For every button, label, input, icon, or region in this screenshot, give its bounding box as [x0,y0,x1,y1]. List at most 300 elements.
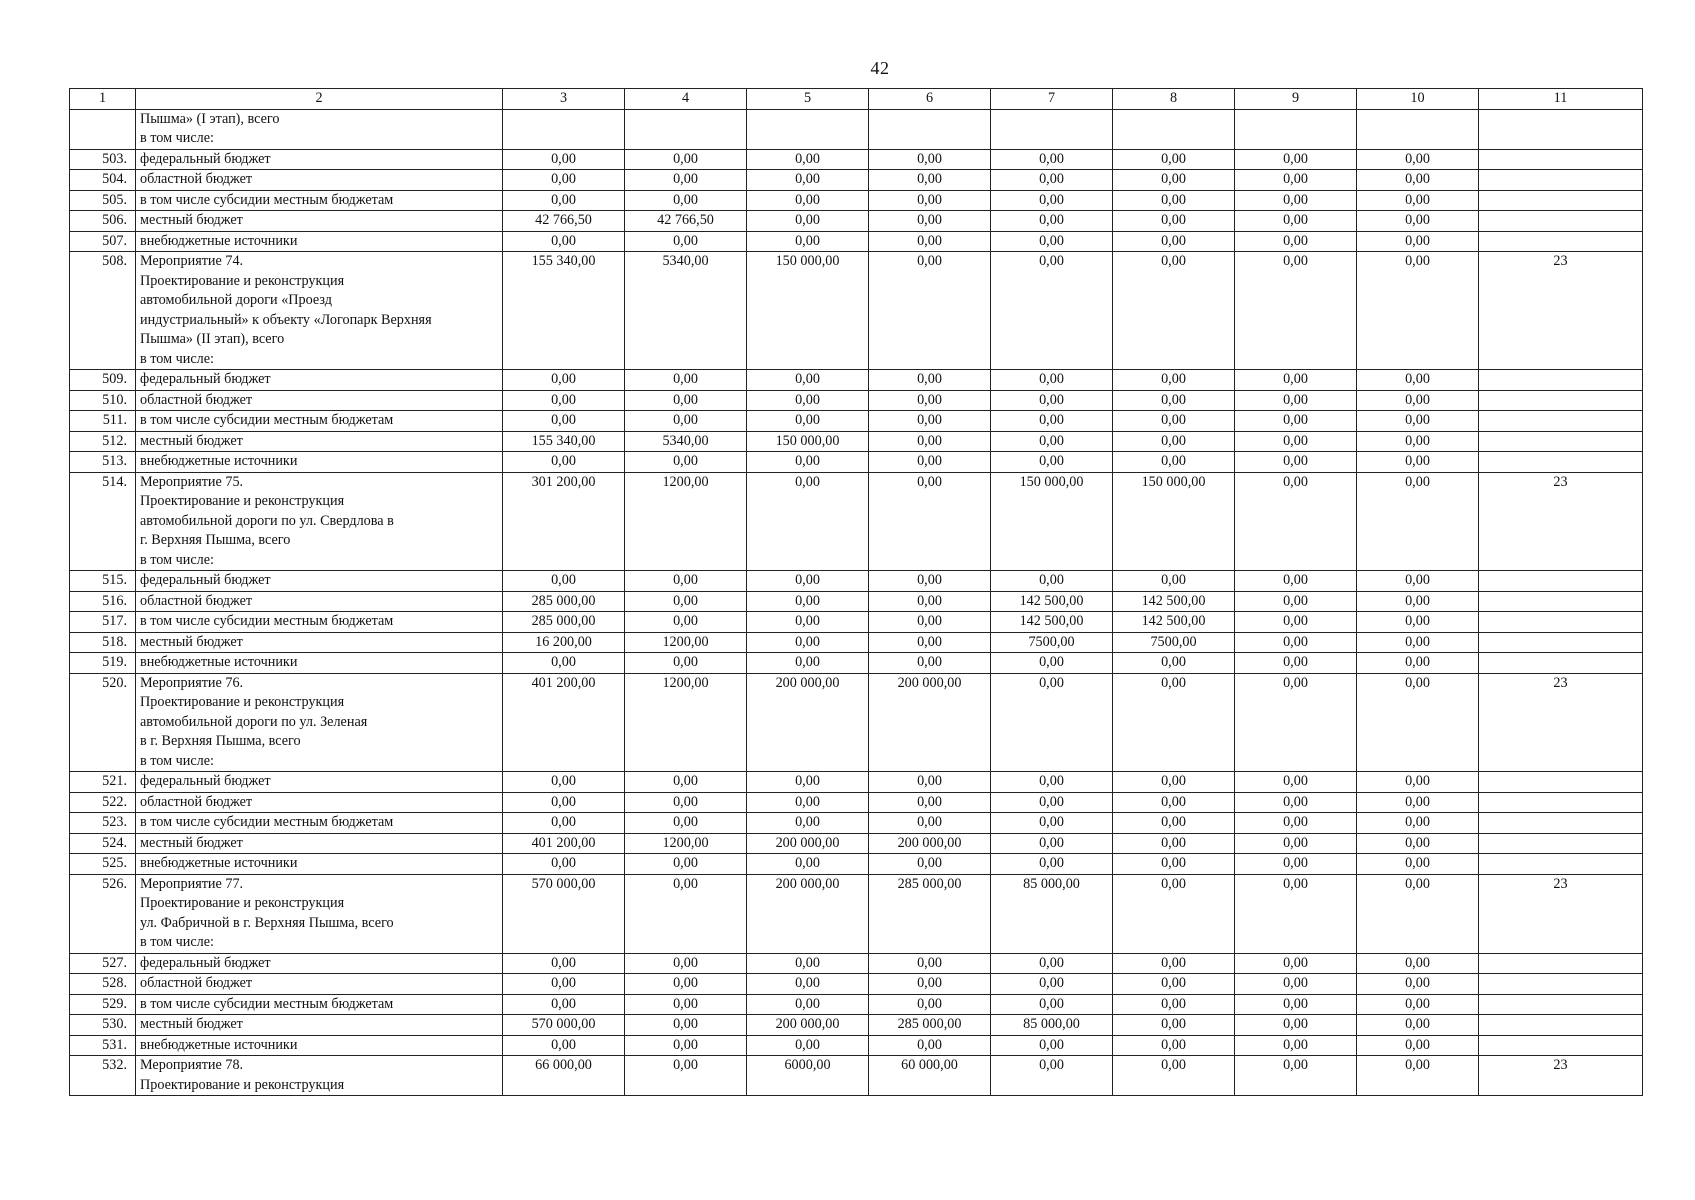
value-cell: 0,00 [869,252,991,370]
row-label: Мероприятие 75. Проектирование и реконструкция автомобильной дороги по ул. Свердлова в г. Верхняя Пышма, всего в том числе: [136,472,503,571]
value-cell: 0,00 [625,772,747,793]
table-row [70,411,1643,432]
value-cell: 0,00 [991,571,1113,592]
row-label: внебюджетные источники [136,1035,503,1056]
value-cell: 0,00 [1357,390,1479,411]
value-cell: 1200,00 [625,833,747,854]
value-cell: 0,00 [1113,1015,1235,1036]
row-number: 529. [70,994,136,1015]
row-label: местный бюджет [136,632,503,653]
target-indicator-cell [1479,190,1643,211]
header-row [70,89,1643,110]
value-cell: 0,00 [1113,1056,1235,1096]
value-cell: 0,00 [991,452,1113,473]
target-indicator-cell [1479,612,1643,633]
target-indicator-cell: 23 [1479,1056,1643,1096]
value-cell: 0,00 [1235,612,1357,633]
value-cell: 0,00 [503,452,625,473]
value-cell: 0,00 [1235,874,1357,953]
target-indicator-cell [1479,390,1643,411]
value-cell: 0,00 [747,612,869,633]
target-indicator-cell [1479,431,1643,452]
value-cell: 0,00 [1113,772,1235,793]
value-cell: 42 766,50 [625,211,747,232]
target-indicator-cell [1479,1015,1643,1036]
table-row [70,1035,1643,1056]
target-indicator-cell [1479,149,1643,170]
value-cell: 0,00 [1113,813,1235,834]
value-cell: 0,00 [1357,673,1479,772]
value-cell: 0,00 [991,653,1113,674]
value-cell: 0,00 [503,653,625,674]
row-label: федеральный бюджет [136,953,503,974]
page-number: 42 [870,58,890,78]
row-number: 516. [70,591,136,612]
row-number: 517. [70,612,136,633]
value-cell: 0,00 [1113,874,1235,953]
target-indicator-cell: 23 [1479,673,1643,772]
value-cell: 1200,00 [625,632,747,653]
value-cell: 285 000,00 [503,591,625,612]
target-indicator-cell [1479,833,1643,854]
row-label: Мероприятие 76. Проектирование и реконструкция автомобильной дороги по ул. Зеленая в г. Верхняя Пышма, всего в том числе: [136,673,503,772]
value-cell: 0,00 [1235,591,1357,612]
value-cell: 5340,00 [625,431,747,452]
value-cell: 0,00 [869,974,991,995]
value-cell: 0,00 [1235,653,1357,674]
value-cell: 0,00 [1357,953,1479,974]
value-cell: 1200,00 [625,472,747,571]
row-number: 532. [70,1056,136,1096]
value-cell: 0,00 [991,1056,1113,1096]
value-cell: 155 340,00 [503,431,625,452]
value-cell: 0,00 [1235,953,1357,974]
table-row [70,390,1643,411]
value-cell: 200 000,00 [747,874,869,953]
table-row [70,953,1643,974]
row-number: 509. [70,370,136,391]
value-cell: 0,00 [991,673,1113,772]
value-cell: 0,00 [1235,390,1357,411]
value-cell: 0,00 [747,813,869,834]
value-cell: 0,00 [747,571,869,592]
value-cell: 0,00 [747,231,869,252]
value-cell: 0,00 [1357,149,1479,170]
value-cell: 285 000,00 [503,612,625,633]
value-cell: 0,00 [991,953,1113,974]
value-cell: 200 000,00 [869,833,991,854]
value-cell: 0,00 [1357,874,1479,953]
value-cell: 0,00 [1235,571,1357,592]
row-number: 521. [70,772,136,793]
table-row [70,792,1643,813]
value-cell: 0,00 [869,571,991,592]
value-cell: 0,00 [1357,431,1479,452]
row-label: в том числе субсидии местным бюджетам [136,994,503,1015]
row-number: 525. [70,854,136,875]
value-cell: 0,00 [1357,190,1479,211]
header-cell: 1 [70,89,136,110]
value-cell: 0,00 [991,813,1113,834]
value-cell: 0,00 [1113,252,1235,370]
value-cell: 0,00 [991,211,1113,232]
row-number: 505. [70,190,136,211]
table-row [70,632,1643,653]
target-indicator-cell [1479,1035,1643,1056]
value-cell: 0,00 [991,833,1113,854]
target-indicator-cell [1479,411,1643,432]
header-cell: 6 [869,89,991,110]
value-cell: 401 200,00 [503,833,625,854]
row-label: Мероприятие 74. Проектирование и реконструкция автомобильной дороги «Проезд индустриальный» к объекту «Логопарк Верхняя Пышма» (II этап), всего в том числе: [136,252,503,370]
row-label: местный бюджет [136,1015,503,1036]
target-indicator-cell [1479,571,1643,592]
value-cell: 60 000,00 [869,1056,991,1096]
value-cell: 0,00 [747,390,869,411]
table-row [70,653,1643,674]
row-label: федеральный бюджет [136,571,503,592]
value-cell: 0,00 [1113,452,1235,473]
row-number: 518. [70,632,136,653]
value-cell: 0,00 [1113,370,1235,391]
value-cell: 0,00 [747,1035,869,1056]
value-cell: 0,00 [869,452,991,473]
value-cell: 0,00 [1235,833,1357,854]
table-row [70,571,1643,592]
row-number: 508. [70,252,136,370]
value-cell: 0,00 [1235,974,1357,995]
table-row [70,149,1643,170]
value-cell: 0,00 [1235,813,1357,834]
value-cell: 7500,00 [1113,632,1235,653]
target-indicator-cell [1479,452,1643,473]
value-cell: 0,00 [625,452,747,473]
value-cell: 0,00 [869,1035,991,1056]
value-cell: 0,00 [869,211,991,232]
value-cell: 0,00 [1235,231,1357,252]
value-cell: 0,00 [747,211,869,232]
value-cell: 150 000,00 [747,252,869,370]
value-cell [869,109,991,149]
table-row [70,252,1643,370]
row-number: 526. [70,874,136,953]
row-label: внебюджетные источники [136,854,503,875]
value-cell: 155 340,00 [503,252,625,370]
value-cell: 0,00 [625,953,747,974]
value-cell: 0,00 [991,390,1113,411]
value-cell: 0,00 [1357,211,1479,232]
row-number [70,109,136,149]
value-cell: 0,00 [625,1056,747,1096]
header-cell: 7 [991,89,1113,110]
value-cell: 0,00 [503,813,625,834]
value-cell: 0,00 [747,772,869,793]
table-row [70,170,1643,191]
value-cell: 200 000,00 [747,833,869,854]
table-row [70,190,1643,211]
value-cell: 0,00 [869,953,991,974]
value-cell: 0,00 [747,190,869,211]
value-cell: 142 500,00 [991,591,1113,612]
row-label: местный бюджет [136,833,503,854]
value-cell: 0,00 [1235,472,1357,571]
row-label: Мероприятие 77. Проектирование и реконструкция ул. Фабричной в г. Верхняя Пышма, всего в том числе: [136,874,503,953]
header-cell: 8 [1113,89,1235,110]
value-cell: 0,00 [625,854,747,875]
row-label: областной бюджет [136,974,503,995]
value-cell [991,109,1113,149]
value-cell: 0,00 [991,411,1113,432]
value-cell: 0,00 [1113,149,1235,170]
value-cell: 0,00 [991,974,1113,995]
row-number: 528. [70,974,136,995]
value-cell: 0,00 [1357,833,1479,854]
value-cell: 0,00 [747,792,869,813]
target-indicator-cell [1479,591,1643,612]
value-cell: 0,00 [625,390,747,411]
table-row [70,1056,1643,1096]
value-cell: 0,00 [1113,974,1235,995]
value-cell: 0,00 [747,472,869,571]
value-cell: 0,00 [1357,1056,1479,1096]
value-cell: 0,00 [1235,792,1357,813]
table-row [70,1015,1643,1036]
value-cell: 0,00 [1235,673,1357,772]
value-cell: 0,00 [1357,994,1479,1015]
value-cell: 0,00 [1113,411,1235,432]
value-cell: 0,00 [503,390,625,411]
value-cell: 0,00 [991,149,1113,170]
row-number: 524. [70,833,136,854]
scan-mark [1215,1170,1219,1180]
table-row [70,833,1643,854]
value-cell: 0,00 [1235,149,1357,170]
value-cell: 0,00 [991,772,1113,793]
value-cell: 0,00 [869,591,991,612]
value-cell: 0,00 [1113,1035,1235,1056]
header-cell: 11 [1479,89,1643,110]
target-indicator-cell [1479,792,1643,813]
value-cell: 0,00 [1235,994,1357,1015]
value-cell: 0,00 [1235,190,1357,211]
value-cell: 142 500,00 [1113,612,1235,633]
value-cell: 150 000,00 [991,472,1113,571]
target-indicator-cell [1479,231,1643,252]
value-cell: 0,00 [503,1035,625,1056]
value-cell: 0,00 [1357,974,1479,995]
value-cell: 0,00 [625,370,747,391]
target-indicator-cell [1479,170,1643,191]
value-cell: 150 000,00 [747,431,869,452]
value-cell: 0,00 [503,411,625,432]
value-cell: 0,00 [747,591,869,612]
value-cell: 0,00 [625,994,747,1015]
value-cell [747,109,869,149]
row-label: федеральный бюджет [136,149,503,170]
value-cell: 0,00 [869,813,991,834]
target-indicator-cell [1479,211,1643,232]
value-cell [1235,109,1357,149]
table-row [70,591,1643,612]
table-row [70,994,1643,1015]
value-cell: 0,00 [1113,390,1235,411]
target-indicator-cell [1479,653,1643,674]
header-cell: 5 [747,89,869,110]
value-cell: 0,00 [1357,370,1479,391]
value-cell: 0,00 [869,772,991,793]
value-cell: 0,00 [625,411,747,432]
value-cell: 0,00 [1235,772,1357,793]
value-cell: 0,00 [1113,190,1235,211]
value-cell: 0,00 [625,874,747,953]
table-row [70,370,1643,391]
target-indicator-cell [1479,974,1643,995]
row-number: 531. [70,1035,136,1056]
value-cell: 200 000,00 [869,673,991,772]
value-cell: 0,00 [503,170,625,191]
table-row [70,472,1643,571]
row-label: в том числе субсидии местным бюджетам [136,411,503,432]
value-cell: 0,00 [1235,632,1357,653]
value-cell [1113,109,1235,149]
row-number: 510. [70,390,136,411]
value-cell: 570 000,00 [503,874,625,953]
value-cell: 0,00 [1357,813,1479,834]
value-cell: 0,00 [1357,1015,1479,1036]
value-cell: 0,00 [991,1035,1113,1056]
value-cell: 66 000,00 [503,1056,625,1096]
value-cell: 0,00 [869,390,991,411]
value-cell: 0,00 [991,170,1113,191]
value-cell: 0,00 [1235,411,1357,432]
value-cell: 0,00 [991,994,1113,1015]
value-cell: 0,00 [869,472,991,571]
value-cell: 0,00 [869,994,991,1015]
value-cell: 0,00 [1357,472,1479,571]
value-cell: 0,00 [869,231,991,252]
value-cell: 0,00 [991,370,1113,391]
value-cell: 0,00 [1357,452,1479,473]
value-cell: 0,00 [1113,953,1235,974]
target-indicator-cell [1479,854,1643,875]
value-cell: 0,00 [1113,854,1235,875]
value-cell: 0,00 [869,411,991,432]
value-cell: 0,00 [1235,170,1357,191]
row-number: 506. [70,211,136,232]
header-cell: 9 [1235,89,1357,110]
row-number: 530. [70,1015,136,1036]
value-cell: 0,00 [869,170,991,191]
value-cell: 0,00 [869,612,991,633]
target-indicator-cell [1479,953,1643,974]
value-cell: 0,00 [1357,1035,1479,1056]
value-cell: 0,00 [625,170,747,191]
header-cell: 4 [625,89,747,110]
value-cell: 85 000,00 [991,1015,1113,1036]
row-number: 523. [70,813,136,834]
value-cell: 0,00 [1235,252,1357,370]
value-cell: 0,00 [625,792,747,813]
value-cell: 0,00 [1113,571,1235,592]
value-cell: 0,00 [625,1015,747,1036]
table-row [70,211,1643,232]
value-cell: 0,00 [869,854,991,875]
row-label: внебюджетные источники [136,653,503,674]
row-label: в том числе субсидии местным бюджетам [136,190,503,211]
value-cell [1357,109,1479,149]
value-cell: 301 200,00 [503,472,625,571]
budget-table [69,88,1643,1096]
row-label: местный бюджет [136,431,503,452]
row-number: 512. [70,431,136,452]
target-indicator-cell: 23 [1479,874,1643,953]
value-cell: 0,00 [625,974,747,995]
value-cell: 0,00 [503,792,625,813]
value-cell: 0,00 [869,632,991,653]
row-label: областной бюджет [136,792,503,813]
value-cell: 6000,00 [747,1056,869,1096]
value-cell: 0,00 [747,149,869,170]
target-indicator-cell [1479,772,1643,793]
header-cell: 2 [136,89,503,110]
value-cell [503,109,625,149]
value-cell: 0,00 [991,252,1113,370]
table-row [70,231,1643,252]
value-cell: 0,00 [1113,231,1235,252]
target-indicator-cell [1479,109,1643,149]
value-cell: 0,00 [1113,792,1235,813]
value-cell: 0,00 [1113,833,1235,854]
value-cell: 0,00 [747,370,869,391]
value-cell: 0,00 [503,190,625,211]
value-cell: 0,00 [503,231,625,252]
value-cell: 0,00 [1357,854,1479,875]
value-cell: 0,00 [503,974,625,995]
value-cell: 0,00 [1357,591,1479,612]
row-number: 507. [70,231,136,252]
value-cell: 0,00 [503,772,625,793]
row-label: в том числе субсидии местным бюджетам [136,813,503,834]
value-cell: 0,00 [625,149,747,170]
row-label: в том числе субсидии местным бюджетам [136,612,503,633]
row-label: местный бюджет [136,211,503,232]
header-cell: 10 [1357,89,1479,110]
value-cell: 0,00 [503,571,625,592]
value-cell: 0,00 [625,190,747,211]
value-cell: 200 000,00 [747,673,869,772]
value-cell: 0,00 [503,994,625,1015]
value-cell: 0,00 [1235,370,1357,391]
row-number: 504. [70,170,136,191]
table-body [70,109,1643,1096]
value-cell: 0,00 [1357,411,1479,432]
value-cell: 0,00 [1235,452,1357,473]
target-indicator-cell: 23 [1479,472,1643,571]
value-cell: 0,00 [503,370,625,391]
value-cell: 285 000,00 [869,874,991,953]
value-cell: 0,00 [1113,170,1235,191]
value-cell: 0,00 [1113,653,1235,674]
value-cell: 401 200,00 [503,673,625,772]
value-cell: 0,00 [625,813,747,834]
value-cell: 142 500,00 [1113,591,1235,612]
value-cell: 0,00 [1235,431,1357,452]
value-cell: 0,00 [1235,211,1357,232]
row-label: федеральный бюджет [136,772,503,793]
value-cell: 0,00 [747,452,869,473]
value-cell: 0,00 [503,854,625,875]
value-cell: 0,00 [869,149,991,170]
